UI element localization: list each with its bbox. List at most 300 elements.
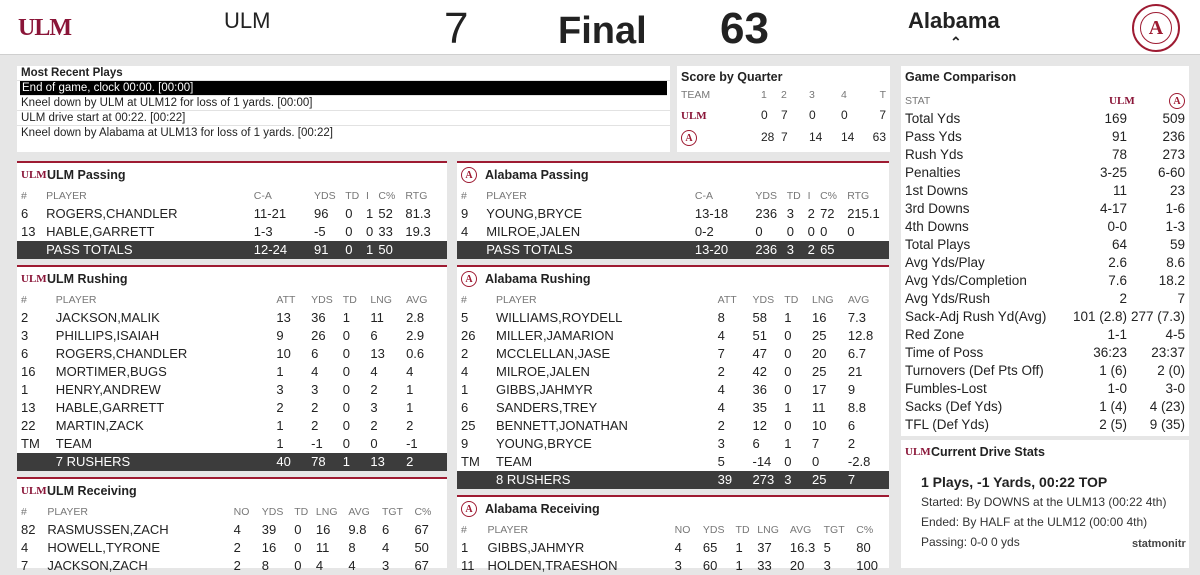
section-title: ULM Passing xyxy=(47,168,126,182)
cell: 4 xyxy=(461,224,469,239)
cell: MCCLELLAN,JASE xyxy=(495,346,611,361)
cell: LNG xyxy=(370,294,392,306)
cell: 21 xyxy=(847,364,863,379)
cell: 11 xyxy=(315,540,330,555)
statmonitr-watermark: statmonitr xyxy=(1132,538,1186,550)
section-title: Alabama Receiving xyxy=(485,502,600,516)
cell: 7 xyxy=(812,436,820,451)
comparison-home: 4-5 xyxy=(1165,327,1185,342)
quarter-header-row xyxy=(681,86,886,104)
cell: GIBBS,JAHMYR xyxy=(495,382,593,397)
cell: 0 xyxy=(847,224,855,239)
cell: 72 xyxy=(820,206,835,221)
alabama-logo xyxy=(1132,4,1180,52)
cell: 65 xyxy=(820,241,847,259)
cell: 0 xyxy=(784,454,792,469)
cell: C% xyxy=(820,190,837,202)
cell: JACKSON,MALIK xyxy=(55,310,160,325)
table-row xyxy=(17,363,447,381)
comparison-away: 1 (6) xyxy=(1099,363,1128,378)
comparison-row xyxy=(905,326,1187,344)
cell: 1 xyxy=(276,418,284,433)
play-item[interactable]: Kneel down by Alabama at ULM13 for loss of 1 yards. [00:22] xyxy=(21,127,333,139)
cell: 2 xyxy=(406,453,447,471)
cell: # xyxy=(461,294,467,306)
comparison-stat: Turnovers (Def Pts Off) xyxy=(905,363,1044,378)
cell: -14 xyxy=(752,454,772,469)
cell: MORTIMER,BUGS xyxy=(55,364,167,379)
alabama-receiving-section xyxy=(457,495,889,573)
cell: 25 xyxy=(461,418,476,433)
cell: MILROE,JALEN xyxy=(495,364,590,379)
table-row xyxy=(457,539,889,557)
table-header-row xyxy=(17,503,447,521)
cell: 2 xyxy=(233,558,241,573)
comparison-away: 78 xyxy=(1112,147,1128,162)
cell: 1 xyxy=(461,540,469,555)
comparison-stat: Total Plays xyxy=(905,237,971,252)
cell: NO xyxy=(674,524,691,536)
cell: YDS xyxy=(702,524,725,536)
cell: 4 xyxy=(717,382,725,397)
cell: 67 xyxy=(414,522,429,537)
play-item[interactable]: ULM drive start at 00:22. [00:22] xyxy=(17,111,670,126)
comparison-away: 101 (2.8) xyxy=(1073,309,1128,324)
cell: 40 xyxy=(276,453,311,471)
cell: 2 xyxy=(370,382,378,397)
ulm-icon: ULM xyxy=(1109,95,1135,107)
cell: MARTIN,ZACK xyxy=(55,418,144,433)
table-header-row xyxy=(17,187,447,205)
quarter-row xyxy=(681,104,886,126)
comparison-away: 91 xyxy=(1112,129,1128,144)
table-row xyxy=(457,345,889,363)
table-row xyxy=(17,435,447,453)
cell: AVG xyxy=(847,294,870,306)
comparison-home: 2 (0) xyxy=(1157,363,1185,378)
cell: 22 xyxy=(21,418,36,433)
comparison-row xyxy=(905,182,1187,200)
cell: 6.7 xyxy=(847,346,866,361)
comparison-stat: Rush Yds xyxy=(905,147,964,162)
cell: 2 xyxy=(370,418,378,433)
cell: 1 xyxy=(461,382,469,397)
cell: 2 xyxy=(233,540,241,555)
table-row xyxy=(457,453,889,471)
cell: 1 xyxy=(365,206,374,221)
cell: 2 xyxy=(717,364,725,379)
cell: 0 xyxy=(784,364,792,379)
cell: 80 xyxy=(856,540,871,555)
comparison-stat: TFL (Def Yds) xyxy=(905,417,990,432)
cell: 6 xyxy=(381,522,390,537)
cell: I xyxy=(807,190,811,202)
cell: TGT xyxy=(381,506,403,518)
cell: 26 xyxy=(311,328,326,343)
cell: 9 xyxy=(847,382,856,397)
cell: 47 xyxy=(752,346,767,361)
quarter-col-2: 2 xyxy=(781,89,787,101)
cell: 0 xyxy=(342,436,351,451)
comparison-home: 4 (23) xyxy=(1149,399,1185,414)
table-row xyxy=(457,309,889,327)
cell: C% xyxy=(414,506,432,518)
comparison-stat: 1st Downs xyxy=(905,183,969,198)
cell: C% xyxy=(378,190,396,202)
cell: 96 xyxy=(314,206,329,221)
cell: 0 xyxy=(342,382,351,397)
cell: 3 xyxy=(276,382,284,397)
cell: 3 xyxy=(717,436,725,451)
cell: 1 xyxy=(366,241,378,259)
section-header xyxy=(457,163,889,187)
comparison-home: 236 xyxy=(1162,129,1185,144)
cell: 6 xyxy=(847,418,856,433)
cell: AVG xyxy=(348,506,370,518)
cell: 4 xyxy=(461,364,469,379)
cell: HOLDEN,TRAESHON xyxy=(487,558,618,573)
alabama-icon: A xyxy=(1169,93,1185,109)
comparison-stat: Total Yds xyxy=(905,111,961,126)
cell: C% xyxy=(856,524,874,536)
cell: 11 xyxy=(370,310,384,325)
comparison-row xyxy=(905,308,1187,326)
table-row xyxy=(457,381,889,399)
cell: 0.6 xyxy=(406,346,425,361)
cell: 4 xyxy=(21,540,29,555)
cell: 0 xyxy=(755,224,763,239)
cell: 4 xyxy=(717,328,725,343)
ulm-passing-section xyxy=(17,161,447,259)
totals-row xyxy=(457,241,889,259)
quarter-col-1: 1 xyxy=(761,89,767,101)
cell: 39 xyxy=(261,522,277,537)
cell: ROGERS,CHANDLER xyxy=(46,206,178,221)
ulm-icon: ULM xyxy=(21,273,47,285)
cell: 0 xyxy=(820,224,828,239)
away-score: 7 xyxy=(444,4,469,53)
cell: WILLIAMS,ROYDELL xyxy=(495,310,623,325)
cell: 33 xyxy=(378,224,393,239)
cell: YDS xyxy=(314,190,336,202)
quarter-score: 0 xyxy=(841,108,848,122)
cell: PLAYER xyxy=(55,294,97,306)
cell: 4 xyxy=(233,522,241,537)
cell: PASS TOTALS xyxy=(486,241,695,259)
cell: 13-20 xyxy=(695,241,756,259)
comparison-away: 3-25 xyxy=(1100,165,1128,180)
comparison-away: 64 xyxy=(1112,237,1128,252)
cell: 82 xyxy=(21,522,36,537)
comparison-row xyxy=(905,254,1187,272)
cell: YDS xyxy=(261,506,284,518)
cell: 10 xyxy=(812,418,827,433)
alabama-passing-section xyxy=(457,161,889,259)
table-row xyxy=(457,327,889,345)
cell: 3 xyxy=(674,558,682,573)
cell: 0 xyxy=(784,382,792,397)
cell: BENNETT,JONATHAN xyxy=(495,418,628,433)
cell: 1 xyxy=(342,310,351,325)
comparison-stat: Avg Yds/Play xyxy=(905,255,985,270)
cell xyxy=(17,241,46,259)
totals-row xyxy=(17,453,447,471)
cell: 51 xyxy=(752,328,767,343)
alabama-icon: A xyxy=(461,167,477,183)
cell: 13 xyxy=(370,453,406,471)
comparison-away: 1 (4) xyxy=(1099,399,1128,414)
table-row xyxy=(17,345,447,363)
cell: 0 xyxy=(342,346,351,361)
cell: 7 xyxy=(21,558,29,573)
quarter-title: Score by Quarter xyxy=(681,70,783,84)
cell: 39 xyxy=(718,471,753,489)
quarter-col-3: 3 xyxy=(809,89,815,101)
play-item[interactable]: Kneel down by ULM at ULM12 for loss of 1 yards. [00:00] xyxy=(17,96,670,111)
comparison-home: 509 xyxy=(1162,111,1185,126)
alabama-icon: A xyxy=(461,501,477,517)
comparison-home: 8.6 xyxy=(1166,255,1185,270)
quarter-score: 14 xyxy=(841,130,855,144)
cell: 11-21 xyxy=(253,206,287,221)
cell: 3 xyxy=(381,558,390,573)
cell: 3 xyxy=(786,206,794,221)
comparison-home: 1-6 xyxy=(1165,201,1185,216)
cell: PLAYER xyxy=(487,524,529,536)
cell: 3 xyxy=(787,241,808,259)
cell: 13-18 xyxy=(694,206,729,221)
cell: 13 xyxy=(276,310,291,325)
cell: 4 xyxy=(406,364,414,379)
cell: 11 xyxy=(461,558,475,573)
comparison-home: 1-3 xyxy=(1165,219,1185,234)
comparison-row xyxy=(905,164,1187,182)
comparison-away: 2 (5) xyxy=(1099,417,1128,432)
cell: TM xyxy=(21,436,40,451)
comparison-away: 4-17 xyxy=(1100,201,1128,216)
ulm-icon: ULM xyxy=(681,110,707,122)
cell: 3 xyxy=(823,558,831,573)
cell: MILROE,JALEN xyxy=(486,224,581,239)
cell: 4 xyxy=(717,400,725,415)
cell: YDS xyxy=(311,294,333,306)
quarter-score: 0 xyxy=(761,108,768,122)
comparison-row xyxy=(905,128,1187,146)
cell: 65 xyxy=(702,540,718,555)
cell: 1 xyxy=(406,400,414,415)
table-row xyxy=(17,309,447,327)
cell: 78 xyxy=(311,453,343,471)
cell: GIBBS,JAHMYR xyxy=(487,540,585,555)
comparison-title: Game Comparison xyxy=(905,70,1017,84)
cell: 16 xyxy=(21,364,36,379)
home-score: 63 xyxy=(720,4,769,53)
section-header xyxy=(17,267,447,291)
quarter-col-team: TEAM xyxy=(681,89,711,101)
cell: TEAM xyxy=(55,436,92,451)
cell: 1 xyxy=(343,453,371,471)
cell: 58 xyxy=(752,310,767,325)
section-title: ULM Rushing xyxy=(47,272,128,286)
comparison-home: 3-0 xyxy=(1165,381,1185,396)
cell: 60 xyxy=(702,558,718,573)
cell: 0 xyxy=(784,346,792,361)
play-item[interactable]: End of game, clock 00:00. [00:00] xyxy=(20,81,667,96)
cell: 1 xyxy=(784,400,792,415)
cell: HABLE,GARRETT xyxy=(55,400,165,415)
cell: 7 xyxy=(717,346,725,361)
cell: 13 xyxy=(21,400,36,415)
cell: 1 xyxy=(276,436,284,451)
comparison-row xyxy=(905,290,1187,308)
cell: 36 xyxy=(311,310,326,325)
drive-summary: 1 Plays, -1 Yards, 00:22 TOP xyxy=(921,474,1108,490)
cell: 20 xyxy=(812,346,827,361)
cell: 37 xyxy=(757,540,772,555)
game-status: Final xyxy=(558,10,647,52)
cell: TGT xyxy=(823,524,845,536)
cell: 0-2 xyxy=(694,224,714,239)
cell: 0 xyxy=(345,206,353,221)
cell: 4 xyxy=(370,364,378,379)
cell: PLAYER xyxy=(46,190,87,202)
cell: 236 xyxy=(755,206,778,221)
away-team-name: ULM xyxy=(224,8,271,33)
cell: 100 xyxy=(856,558,878,573)
cell: 13 xyxy=(370,346,385,361)
cell: 8.8 xyxy=(847,400,866,415)
cell: 3 xyxy=(370,400,378,415)
comparison-row xyxy=(905,362,1187,380)
comparison-stat: 4th Downs xyxy=(905,219,969,234)
totals-row xyxy=(457,471,889,489)
comparison-row xyxy=(905,272,1187,290)
cell: 236 xyxy=(755,241,786,259)
recent-plays-title: Most Recent Plays xyxy=(17,66,670,81)
cell: 6 xyxy=(21,206,29,221)
cell: 0 xyxy=(784,418,792,433)
cell: 0 xyxy=(342,364,351,379)
cell: 9 xyxy=(276,328,284,343)
cell xyxy=(457,471,496,489)
cell: 0 xyxy=(294,558,302,573)
cell: 12.8 xyxy=(847,328,874,343)
cell: SANDERS,TREY xyxy=(495,400,598,415)
cell: PLAYER xyxy=(495,294,537,306)
scoreboard-header xyxy=(0,0,1200,55)
chevron-up-icon[interactable]: ⌃ xyxy=(950,34,962,50)
table-row xyxy=(17,223,447,241)
cell: 0 xyxy=(807,224,815,239)
cell: 8 xyxy=(261,558,269,573)
cell: 35 xyxy=(752,400,767,415)
comparison-row xyxy=(905,200,1187,218)
cell: 16 xyxy=(261,540,277,555)
cell: 2.8 xyxy=(406,310,425,325)
cell: 2 xyxy=(21,310,29,325)
table-header-row xyxy=(17,291,447,309)
table-row xyxy=(17,205,447,223)
cell: LNG xyxy=(757,524,779,536)
cell xyxy=(457,241,486,259)
cell: TEAM xyxy=(495,454,533,469)
table-row xyxy=(17,557,447,575)
cell: 0 xyxy=(294,522,302,537)
ulm-rushing-section xyxy=(17,265,447,471)
cell: 25 xyxy=(812,471,848,489)
cell: 1 xyxy=(406,382,414,397)
section-header xyxy=(17,479,447,503)
drive-started: Started: By DOWNS at the ULM13 (00:22 4th) xyxy=(921,495,1167,509)
alabama-rushing-section xyxy=(457,265,889,489)
comparison-row xyxy=(905,344,1187,362)
cell: 10 xyxy=(276,346,291,361)
table-row xyxy=(17,417,447,435)
cell: 1 xyxy=(735,558,743,573)
cell: 25 xyxy=(812,328,827,343)
ulm-icon: ULM xyxy=(905,446,931,458)
home-team-name: Alabama xyxy=(908,8,1000,33)
section-header xyxy=(457,497,889,521)
cell: 2 xyxy=(311,418,319,433)
quarter-score: 28 xyxy=(761,130,775,144)
comparison-row xyxy=(905,380,1187,398)
comparison-home: 59 xyxy=(1169,237,1185,252)
comparison-away: 7.6 xyxy=(1108,273,1128,288)
comparison-away: 1-0 xyxy=(1107,381,1128,396)
cell: 2 xyxy=(311,400,319,415)
comparison-away: 36:23 xyxy=(1093,345,1128,360)
cell: 1 xyxy=(784,436,792,451)
ulm-logo: ULM xyxy=(18,15,71,41)
cell: 1-3 xyxy=(253,224,273,239)
comparison-row xyxy=(905,146,1187,164)
cell: 4 xyxy=(674,540,682,555)
cell: -5 xyxy=(314,224,326,239)
cell xyxy=(847,241,889,259)
alabama-icon: A xyxy=(681,130,697,146)
cell: 42 xyxy=(752,364,767,379)
cell: RASMUSSEN,ZACH xyxy=(47,522,169,537)
cell: -2.8 xyxy=(847,454,871,469)
cell: 0 xyxy=(812,454,820,469)
cell: 16.3 xyxy=(789,540,816,555)
comparison-home: 23 xyxy=(1169,183,1185,198)
cell: 3 xyxy=(21,328,29,343)
cell: 215.1 xyxy=(847,206,880,221)
comparison-home: 6-60 xyxy=(1157,165,1185,180)
table-row xyxy=(17,399,447,417)
comparison-row xyxy=(905,416,1187,434)
cell: TD xyxy=(786,190,801,202)
cell: 1 xyxy=(21,382,29,397)
table-row xyxy=(17,539,447,557)
comparison-row xyxy=(905,218,1187,236)
cell: PLAYER xyxy=(486,190,527,202)
comparison-away: 0-0 xyxy=(1107,219,1128,234)
cell xyxy=(17,453,56,471)
cell: # xyxy=(461,190,467,202)
cell: JACKSON,ZACH xyxy=(47,558,148,573)
cell: 0 xyxy=(345,224,353,239)
cell: 5 xyxy=(461,310,469,325)
totals-row xyxy=(17,241,447,259)
cell: 6 xyxy=(370,328,378,343)
cell: 3 xyxy=(311,382,319,397)
comparison-home: 23:37 xyxy=(1151,345,1185,360)
cell: I xyxy=(365,190,369,202)
score-by-quarter-panel xyxy=(677,66,890,152)
